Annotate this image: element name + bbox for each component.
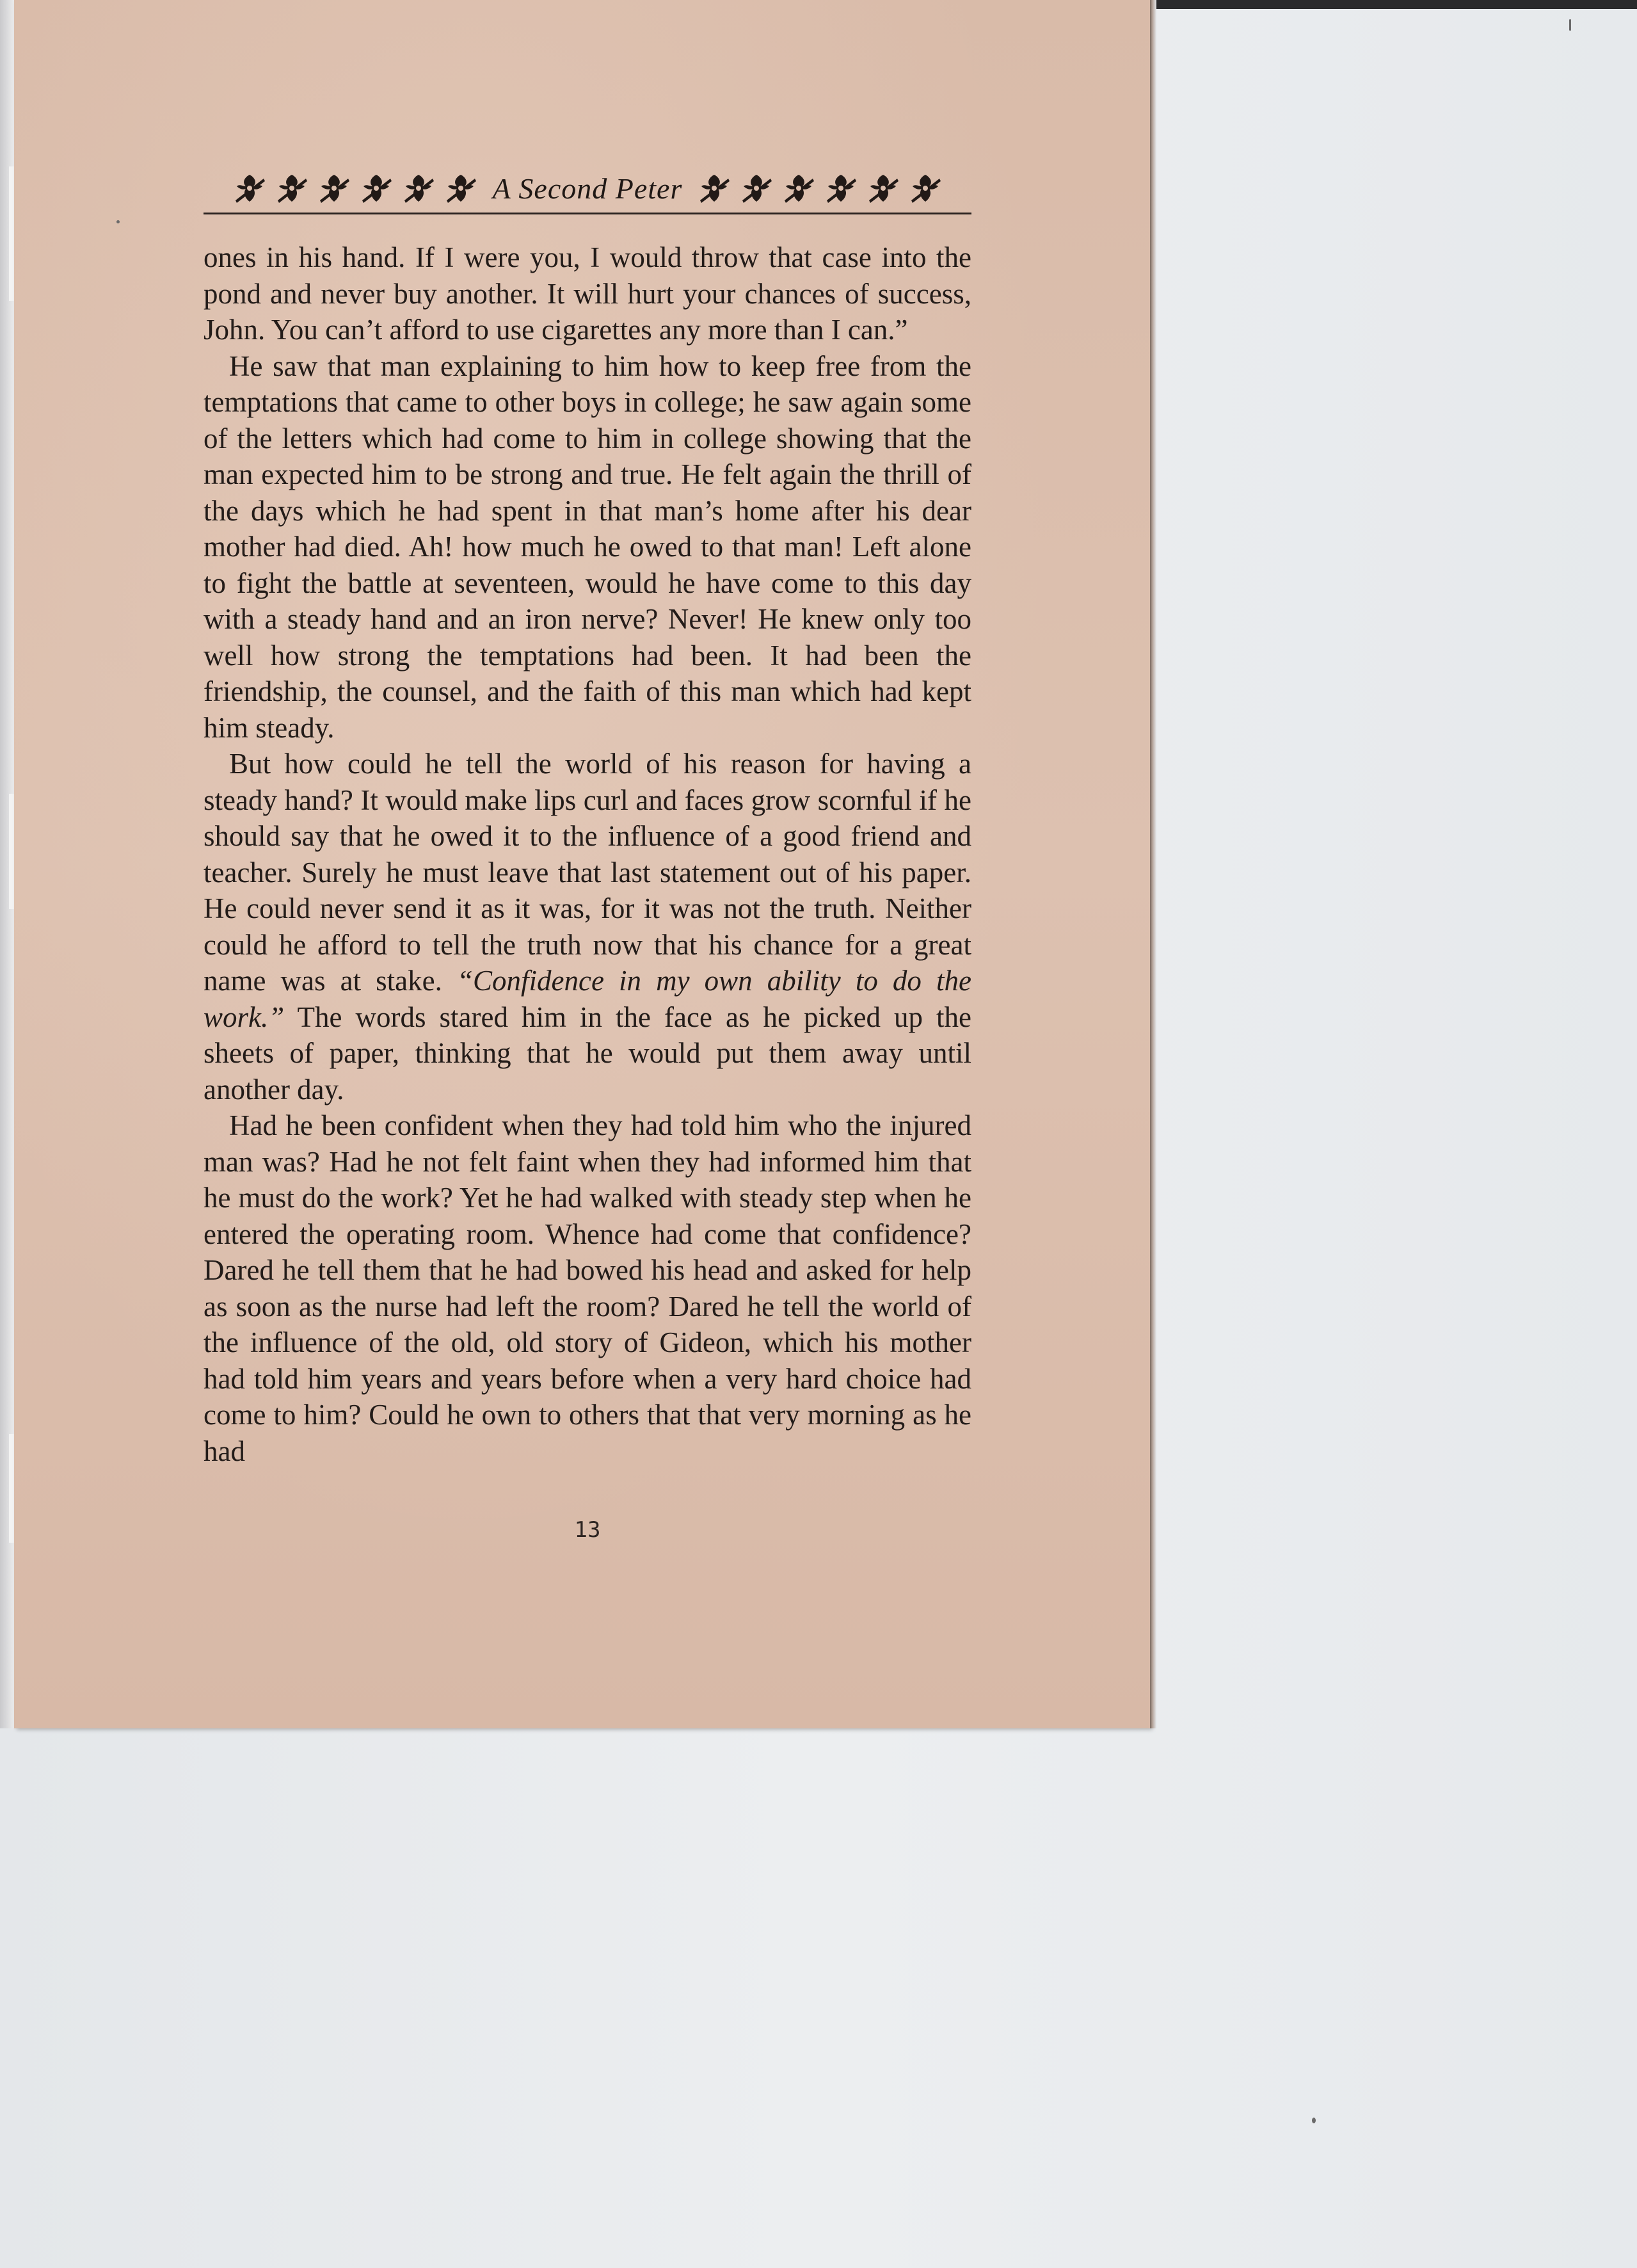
fleur-ornament-icon <box>739 172 774 204</box>
fleur-ornament-icon <box>865 172 901 204</box>
fleur-ornament-icon <box>696 172 732 204</box>
paragraph-text: ones in his hand. If I were you, I would throw that case into the pond and never buy another. It will hurt your chances of success, John. You can’t afford to use cigarettes any more than I can.” <box>204 241 971 346</box>
fleur-ornament-icon <box>232 172 268 204</box>
running-head <box>204 164 971 214</box>
paragraph <box>204 746 971 1107</box>
paragraph-text: Had he been confident when they had told him who the injured man was? Had he not felt faint when they had informed him that he must do the work? Yet he had walked with steady step when he entered the operating room. Whence had come that confidence? Dared he tell them that he had bowed his head and asked for help as soon as the nurse had left the room? Dared he tell the world of the influence of the old, old story of Gideon, which his mother had told him years and years before when a very hard choice had come to him? Could he own to others that that very morning as he had <box>204 1109 971 1467</box>
fleur-ornament-icon <box>443 172 479 204</box>
paragraph-text: But how could he tell the world of his reason for having a steady hand? It would make lips curl and faces grow scornful if he should say that he owed it to the influence of a good friend and teacher. Surely he must leave that last statement out of his paper. He could never send it as it was, for it was not the truth. Neither could he afford to tell the truth now that his chance for a great name was at stake. <box>204 748 971 997</box>
ornament-group-right <box>696 172 943 204</box>
dust-speck <box>116 220 120 223</box>
running-head-title: A Second Peter <box>492 172 683 205</box>
dust-speck <box>1569 19 1571 31</box>
page-number: 13 <box>574 1517 601 1543</box>
fleur-ornament-icon <box>823 172 859 204</box>
scanner-lid-edge <box>1152 0 1637 9</box>
fleur-ornament-icon <box>401 172 436 204</box>
paragraph-text: He saw that man explaining to him how to keep free from the temptations that came to other boys in college; he saw again some of the letters which had come to him in college showing that the man expected him to be strong and true. He felt again the thrill of the days which he had spent in that man’s home after his dear mother had died. Ah! how much he owed to that man! Left alone to fight the battle at seventeen, would he have come to this day with a steady hand and an iron nerve? Never! He knew only too well how strong the temptations had been. It had been the friendship, the counsel, and the faith of this man which had kept him steady. <box>204 350 971 744</box>
paragraph-text: The words stared him in the face as he picked up the sheets of paper, thinking that he would put them away until another day. <box>204 1001 971 1106</box>
fleur-ornament-icon <box>781 172 817 204</box>
dust-speck <box>1312 2118 1316 2123</box>
paragraph <box>204 239 971 348</box>
paragraph <box>204 1107 971 1469</box>
body-text <box>204 239 971 1469</box>
ornament-group-left <box>232 172 479 204</box>
fleur-ornament-icon <box>907 172 943 204</box>
paragraph <box>204 348 971 746</box>
page-edge <box>1150 0 1156 1728</box>
italic-quote: “Confidence in my own ability to do the work.” <box>204 965 971 1033</box>
fleur-ornament-icon <box>358 172 394 204</box>
fleur-ornament-icon <box>274 172 310 204</box>
fleur-ornament-icon <box>316 172 352 204</box>
